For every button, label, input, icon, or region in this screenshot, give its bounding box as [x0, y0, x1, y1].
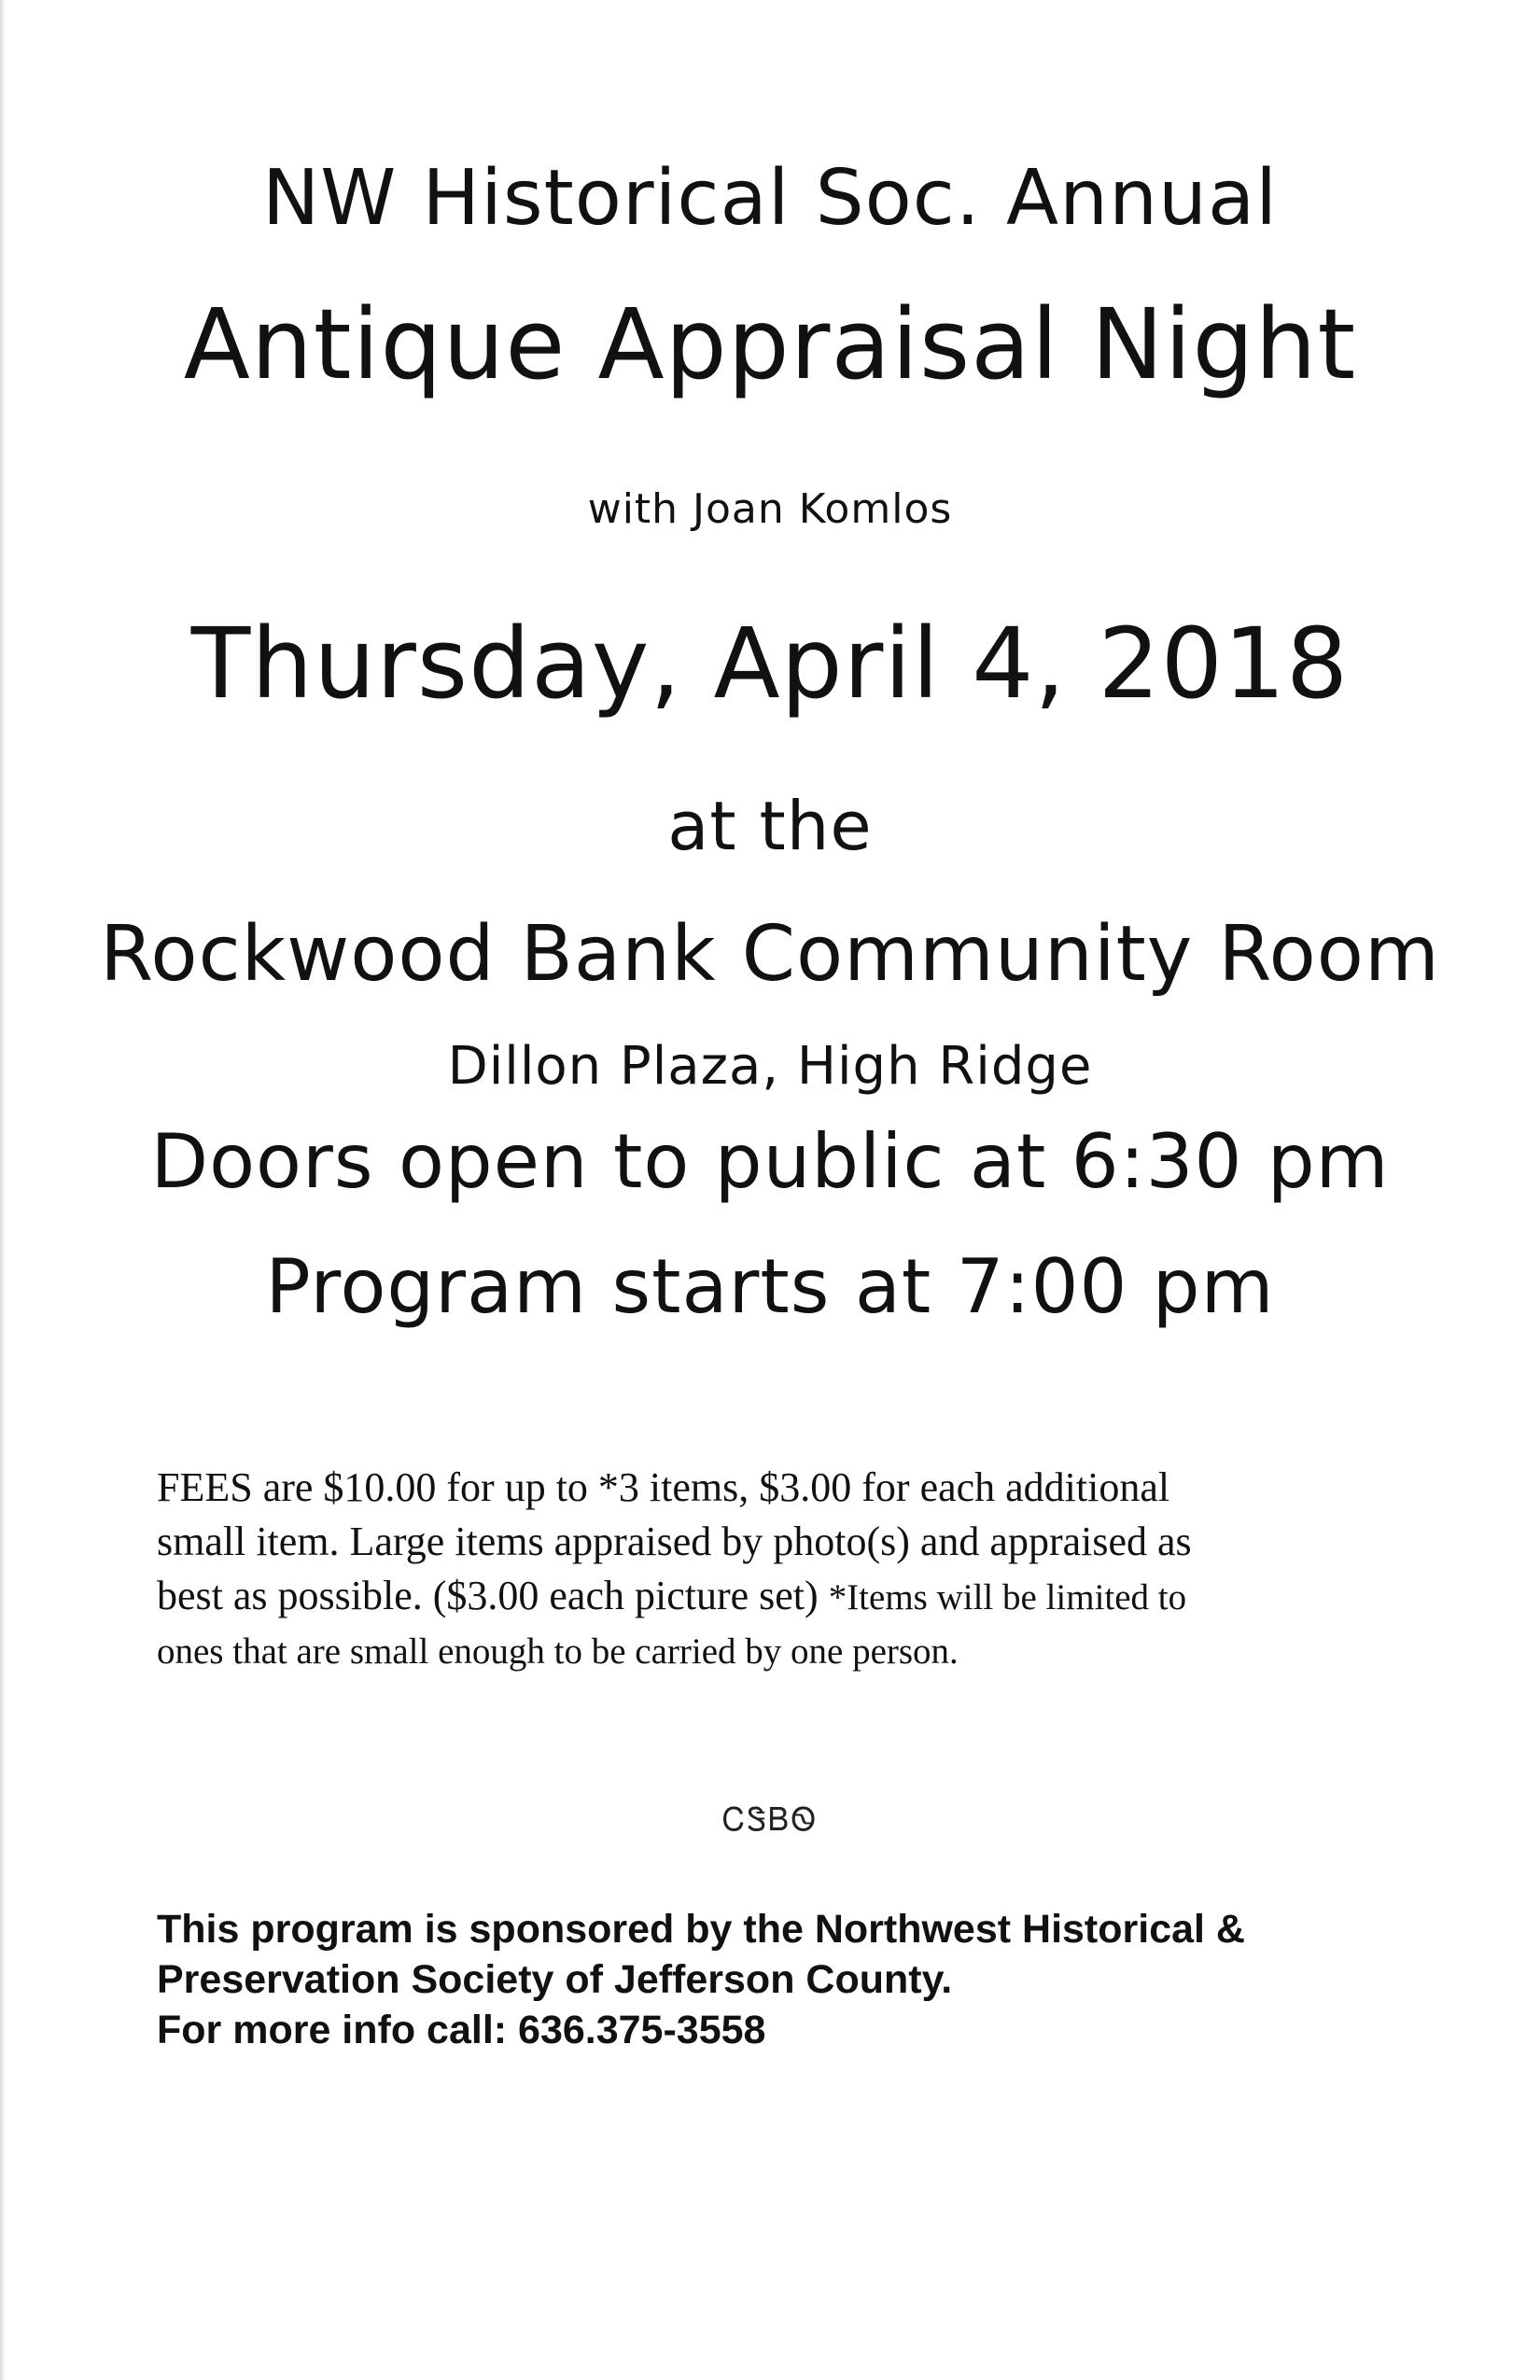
fees-line: FEES are $10.00 for up to *3 items, $3.00 for each additional: [157, 1464, 1170, 1510]
sponsor-line: This program is sponsored by the Northwest Historical &: [157, 1907, 1245, 1952]
fees-line: [157, 1569, 1482, 1625]
venue-name: Rockwood Bank Community Room: [100, 910, 1440, 999]
fees-note: *Items will be limited to: [828, 1577, 1187, 1617]
fees-line: small item. Large items appraised by photo(s) and appraised as: [157, 1519, 1192, 1564]
fees-line-part: best as possible. ($3.00 each picture set): [157, 1573, 819, 1618]
fees-note: ones that are small enough to be carried by one person.: [157, 1631, 959, 1672]
event-date: Thursday, April 4, 2018: [190, 607, 1350, 721]
appraiser-line: with Joan Komlos: [587, 485, 953, 533]
venue-address: Dillon Plaza, High Ridge: [447, 1036, 1093, 1097]
sponsor-block: [157, 1904, 1482, 2055]
at-the-line: at the: [667, 787, 873, 865]
fees-paragraph: [157, 1461, 1482, 1679]
society-heading: NW Historical Soc. Annual: [261, 154, 1279, 243]
sponsor-line: Preservation Society of Jefferson County.: [157, 1957, 953, 2002]
program-start-time: Program starts at 7:00 pm: [265, 1243, 1275, 1330]
decorative-ornament-icon: ᏟᏕᏴᏫ: [721, 1801, 819, 1839]
event-title: Antique Appraisal Night: [183, 287, 1357, 401]
contact-phone-line: For more info call: 636.375-3558: [157, 2008, 766, 2052]
doors-open-time: Doors open to public at 6:30 pm: [150, 1118, 1390, 1205]
